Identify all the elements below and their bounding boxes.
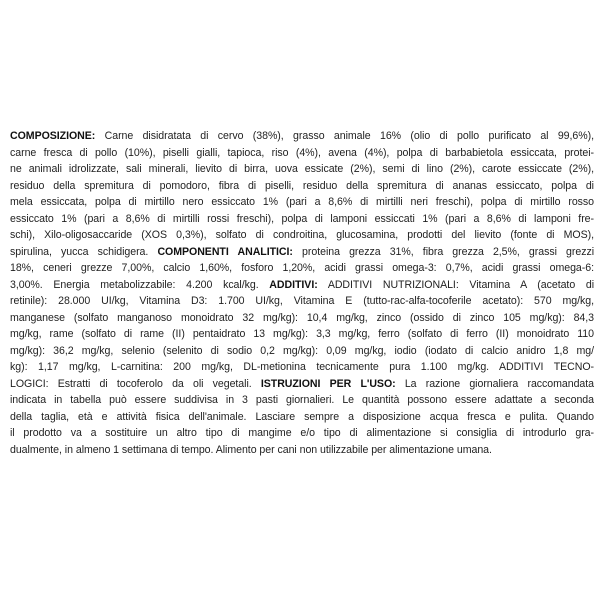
instructions-text: il prodotto va a sostituire un altro tipo di mangime e/o tipo di alimentazione si consiglia di introdurlo gra- <box>10 427 594 439</box>
ingredients-text-block <box>10 128 594 458</box>
text-line <box>10 161 594 178</box>
instructions-text: indicata in tabella può essere suddivisa in 3 pasti giornalieri. Le quantità possono essere adattate a seconda <box>10 394 594 406</box>
text-line <box>10 310 594 327</box>
text-line <box>10 376 594 393</box>
additives-text: mg/kg, rame (solfato di rame (II) pentaidrato 13 mg/kg): 3,3 mg/kg, ferro (solfato di ferro (II) monoidrato 110 <box>10 328 594 340</box>
text-line <box>10 293 594 310</box>
text-line <box>10 244 594 261</box>
text-line <box>10 194 594 211</box>
additives-text: retinile): 28.000 UI/kg, Vitamina D3: 1.700 UI/kg, Vitamina E (tutto-rac-alfa-tocoferile acetato): 570 mg/kg, <box>10 295 594 307</box>
text-line <box>10 277 594 294</box>
analytic-text: 3,00%. Energia metabolizzabile: 4.200 kcal/kg. <box>10 278 270 291</box>
text-line <box>10 211 594 228</box>
composition-text: essiccato 1% (pari a 8,6% di mirtilli rossi freschi), polpa di lamponi essiccati 1% (pari a 8,6% di lamponi fre- <box>10 212 594 225</box>
text-line <box>10 178 594 195</box>
composition-text: mela essiccata, polpa di mirtillo nero essiccato 1% (pari a 8,6% di mirtilli neri freschi), polpa di mirtillo rosso <box>10 196 594 208</box>
additives-text: kg): 1,17 mg/kg, L-carnitina: 200 mg/kg, DL-metionina tecnicamente pura 1.100 mg/kg. ADDITIVI TECNO- <box>10 361 594 373</box>
text-line <box>10 227 594 244</box>
composition-text: schi), Xilo-oligosaccaride (XOS 0,3%), solfato di condroitina, glucosamina, prodotti del lievito (fonte di MOS), <box>10 229 594 241</box>
text-line <box>10 343 594 360</box>
composition-text: carne fresca di pollo (10%), piselli gialli, tapioca, riso (4%), avena (4%), polpa di barbabietola essiccata, protei- <box>10 146 594 159</box>
analytic-heading: COMPONENTI ANALITICI: <box>157 245 293 258</box>
composition-heading: COMPOSIZIONE: <box>10 130 96 142</box>
text-line <box>10 442 594 459</box>
composition-text: spirulina, yucca schidigera. <box>10 245 158 258</box>
text-line <box>10 409 594 426</box>
text-line <box>10 392 594 409</box>
composition-text: residuo della spremitura di pomodoro, fibra di piselli, residuo della spremitura di ananas essiccato, polpa di <box>10 179 594 192</box>
text-line <box>10 145 594 162</box>
instructions-text: dualmente, in almeno 1 settimana di tempo. Alimento per cani non utilizzabile per alimentazione umana. <box>10 443 492 456</box>
instructions-heading: ISTRUZIONI PER L'USO: <box>260 377 396 390</box>
additives-text: mg/kg): 36,2 mg/kg, selenio (selenito di sodio 0,2 mg/kg): 0,09 mg/kg, iodio (iodato di calcio anidro 1,8 mg/ <box>10 344 594 357</box>
analytic-text: proteina grezza 31%, fibra grezza 2,5%, grassi grezzi <box>292 245 594 258</box>
additives-heading: ADDITIVI: <box>269 278 318 291</box>
text-line <box>10 260 594 277</box>
text-line <box>10 359 594 376</box>
analytic-text: 18%, ceneri grezze 7,00%, calcio 1,60%, fosforo 1,20%, acidi grassi omega-3: 0,7%, acidi grassi omega-6: <box>10 262 594 274</box>
text-line <box>10 326 594 343</box>
text-line <box>10 128 594 145</box>
composition-text: ne animali idrolizzate, sali minerali, lievito di birra, uova essicate (2%), semi di lino (2%), carote essiccate (2%), <box>10 163 594 175</box>
additives-text: ADDITIVI NUTRIZIONALI: Vitamina A (acetato di <box>317 278 595 291</box>
instructions-text: La razione giornaliera raccomandata <box>395 377 594 390</box>
additives-text: LOGICI: Estratti di tocoferolo da oli vegetali. <box>10 377 261 390</box>
text-line <box>10 425 594 442</box>
composition-text: Carne disidratata di cervo (38%), grasso animale 16% (olio di pollo purificato al 99,6%), <box>95 130 594 142</box>
instructions-text: della taglia, età e attività fisica dell'animale. Lasciare sempre a disposizione acqua fresca e pulita. Quando <box>10 410 594 423</box>
additives-text: manganese (solfato manganoso monoidrato 32 mg/kg): 10,4 mg/kg, zinco (ossido di zinco 105 mg/kg): 84,3 <box>10 311 594 324</box>
